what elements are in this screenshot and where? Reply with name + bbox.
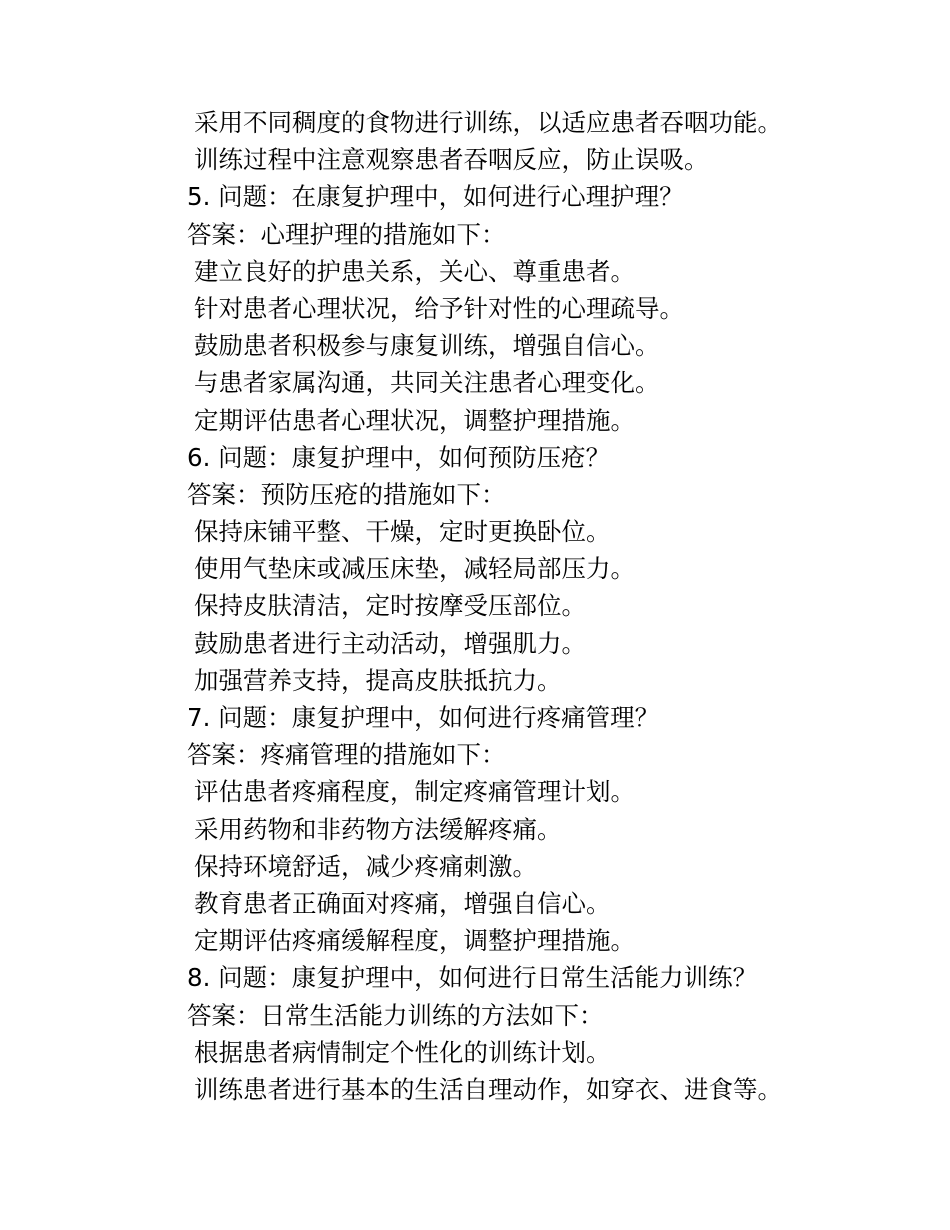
answer-item-line: 针对患者心理状况，给予针对性的心理疏导。 [194, 293, 684, 323]
question-heading-line: 6. 问题：康复护理中，如何预防压疮？ [187, 442, 611, 472]
answer-item-line: 使用气垫床或减压床垫，减轻局部压力。 [194, 554, 635, 584]
answer-item-line: 鼓励患者积极参与康复训练，增强自信心。 [194, 331, 660, 361]
question-heading-line: 答案：心理护理的措施如下： [187, 219, 506, 249]
answer-item-line: 鼓励患者进行主动活动，增强肌力。 [194, 628, 586, 658]
question-heading-line: 7. 问题：康复护理中，如何进行疼痛管理？ [187, 703, 660, 732]
answer-item-line: 教育患者正确面对疼痛，增强自信心。 [194, 888, 611, 918]
answer-item-line: 根据患者病情制定个性化的训练计划。 [194, 1037, 611, 1067]
answer-item-line: 加强营养支持，提高皮肤抵抗力。 [194, 665, 562, 695]
answer-item-line: 采用药物和非药物方法缓解疼痛。 [194, 814, 562, 844]
answer-item-line: 与患者家属沟通，共同关注患者心理变化。 [194, 368, 660, 398]
question-heading-line: 5. 问题：在康复护理中，如何进行心理护理？ [187, 182, 684, 212]
answer-item-line: 采用不同稠度的食物进行训练，以适应患者吞咽功能。 [194, 108, 782, 137]
answer-item-line: 保持环境舒适，减少疼痛刺激。 [194, 851, 537, 881]
question-heading-line: 答案：预防压疮的措施如下： [187, 479, 506, 509]
answer-item-line: 定期评估患者心理状况，调整护理措施。 [194, 405, 635, 435]
question-heading-line: 答案：疼痛管理的措施如下： [187, 740, 506, 770]
answer-item-line: 评估患者疼痛程度，制定疼痛管理计划。 [194, 777, 635, 807]
document-body [187, 104, 907, 1108]
question-heading-line: 答案：日常生活能力训练的方法如下： [187, 1000, 604, 1030]
answer-item-line: 训练过程中注意观察患者吞咽反应，防止误吸。 [194, 145, 709, 175]
answer-item-line: 建立良好的护患关系，关心、尊重患者。 [194, 256, 635, 286]
answer-item-line: 定期评估疼痛缓解程度，调整护理措施。 [194, 926, 635, 956]
answer-item-line: 保持床铺平整、干燥，定时更换卧位。 [194, 517, 611, 547]
answer-item-line: 训练患者进行基本的生活自理动作，如穿衣、进食等。 [194, 1074, 782, 1104]
question-heading-line: 8. 问题：康复护理中，如何进行日常生活能力训练？ [187, 963, 758, 993]
answer-item-line: 保持皮肤清洁，定时按摩受压部位。 [194, 591, 586, 621]
